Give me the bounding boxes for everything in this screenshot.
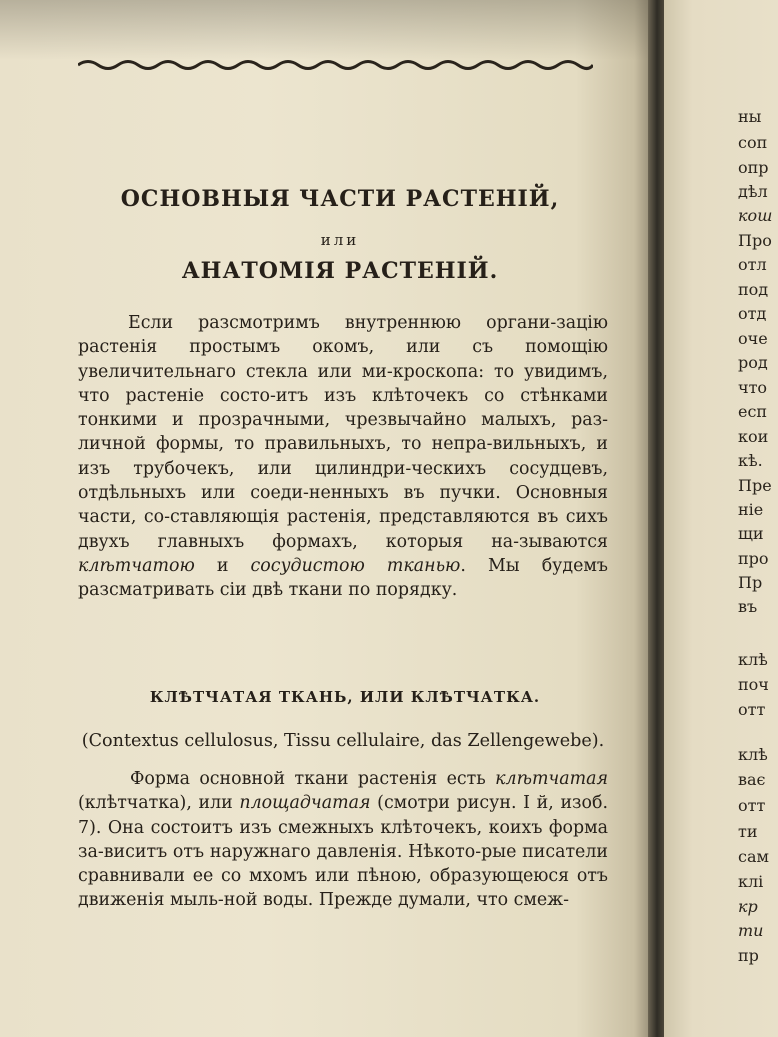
intro-text-end: . Мы будемъ разсматривать сіи двѣ ткани по порядку. xyxy=(78,555,608,601)
latin-names-line: (Contextus cellulosus, Tissu cellulaire, das Zellengewebe). xyxy=(81,731,605,751)
right-page-fragment: клѣ xyxy=(738,650,768,669)
right-page-fragment: соп xyxy=(738,133,768,152)
right-page-fragment: дѣл xyxy=(738,182,768,201)
intro-term-cellular: клѣтчатою xyxy=(78,555,195,576)
body-text-1: Форма основной ткани растенія есть xyxy=(130,769,496,789)
right-page-fragment: оче xyxy=(738,329,768,348)
right-page-fragment: сам xyxy=(738,847,769,866)
right-page-fragment: ніе xyxy=(738,500,764,519)
right-page-fragment: род xyxy=(738,353,768,372)
body-text-3: (смотри рисун. I й, изоб. 7). Она состоитъ изъ смежныхъ клѣточекъ, коихъ форма за-виситъ отъ наружнаго давленія. Нѣкото-рые писатели сравнивали ее со мхомъ или пѣною, образующеюся отъ движенія мыль-ной воды. Прежде думали, что смеж- xyxy=(78,793,608,911)
right-page-fragment: ти xyxy=(738,921,764,940)
title-conjunction: или xyxy=(320,231,360,249)
right-page-fragment: про xyxy=(738,549,769,568)
right-page-fragment: кош xyxy=(738,206,773,225)
intro-paragraph xyxy=(78,311,608,603)
body-term-cellular: клѣтчатая xyxy=(495,769,608,789)
right-page-fragment: пр xyxy=(738,946,759,965)
right-page-fragment: клі xyxy=(738,872,764,891)
intro-term-vascular: сосудистою тканью xyxy=(250,555,461,576)
right-page-fragment: Пр xyxy=(738,573,763,592)
right-page-fragment: отл xyxy=(738,255,767,274)
right-page-fragment: кои xyxy=(738,427,769,446)
right-page-fragment: ти xyxy=(738,822,758,841)
right-page-fragment: въ xyxy=(738,597,758,616)
wave-ornament xyxy=(78,56,593,74)
right-page-fragment: Про xyxy=(738,231,772,250)
right-page-fragment: под xyxy=(738,280,769,299)
body-paragraph xyxy=(78,767,608,913)
body-text-2: (клѣтчатка), или xyxy=(78,793,240,814)
right-page-fragment: кр xyxy=(738,897,758,916)
page-title: ОСНОВНЫЯ ЧАСТИ РАСТЕНІЙ, xyxy=(120,186,560,212)
page-shadow xyxy=(0,0,654,60)
intro-conjunction: и xyxy=(194,555,251,576)
right-page-fragment: щи xyxy=(738,524,764,543)
right-page-fragment: поч xyxy=(738,675,769,694)
right-page-fragment: опр xyxy=(738,158,769,177)
right-page-fragment: Пре xyxy=(738,476,772,495)
right-page-fragment: отт xyxy=(738,700,766,719)
section-heading: КЛѢТЧАТАЯ ТКАНЬ, ИЛИ КЛѢТЧАТКА. xyxy=(149,688,541,706)
right-page-fragment: есп xyxy=(738,402,768,421)
intro-text-start: Если разсмотримъ внутреннюю органи-зацію растенія простымъ окомъ, или съ помощію увеличительнаго стекла или ми-кроскопа: то увидимъ, что растеніе состо-итъ изъ клѣточекъ со стѣнками тонкими и прозрачными, чрезвычайно малыхъ, раз-личной формы, то правильныхъ, то непра-вильныхъ, и изъ трубочекъ, или цилиндри-ческихъ сосудцевъ, отдѣльныхъ или соеди-ненныхъ въ пучки. Основныя части, со-ставляющія растенія, представляются въ сихъ двухъ главныхъ формахъ, которыя на-зываются xyxy=(78,313,608,552)
right-page-fragment: клѣ xyxy=(738,745,768,764)
right-page-fragment: отд xyxy=(738,304,767,323)
right-page-fragment: ны xyxy=(738,107,762,126)
right-page-fragment: кѣ. xyxy=(738,451,763,470)
page-subtitle: АНАТОМІЯ РАСТЕНІЙ. xyxy=(181,258,499,284)
right-page-fragment: что xyxy=(738,378,768,397)
right-page-fragment: отт xyxy=(738,796,766,815)
body-term-areolar: площадчатая xyxy=(239,793,371,814)
right-page-fragment: ває xyxy=(738,770,766,789)
